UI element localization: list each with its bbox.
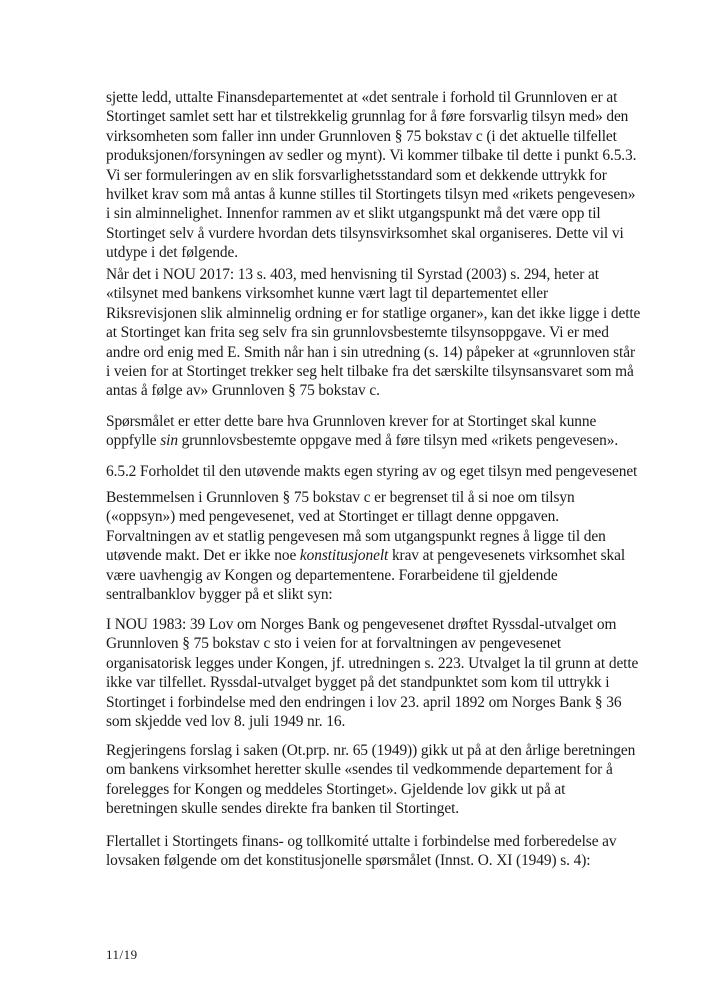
- text-line: være uavhengig av Kongen og departementene. Forarbeidene til gjeldende: [106, 566, 558, 584]
- text-line: Flertallet i Stortingets finans- og tollkomité uttalte i forbindelse med forberedelse av: [106, 833, 617, 850]
- text-run: utøvende makt. Det er ikke noe: [106, 547, 300, 565]
- text-line: sentralbanklov bygger på et slikt syn:: [106, 586, 333, 604]
- text-line: andre ord enig med E. Smith når han i sin utredning (s. 14) påpeker at «grunnloven står: [106, 343, 635, 361]
- text-line: [106, 546, 636, 565]
- paragraph-8: [106, 832, 636, 871]
- text-line: at Stortinget kan frita seg selv fra sin grunnlovsbestemte tilsynsoppgave. Vi er med: [106, 324, 609, 342]
- text-line: organisatorisk legges under Kongen, jf. utredningen s. 223. Utvalget la til grunn at dette: [106, 654, 639, 672]
- emphasized-text: konstitusjonelt: [299, 547, 389, 565]
- page-number: 11/19: [106, 947, 138, 962]
- text-line: om bankens virksomhet heretter skulle «sendes til vedkommende departement for å: [106, 761, 613, 779]
- text-line: virksomheten som faller inn under Grunnloven § 75 bokstav c (i det aktuelle tilfellet: [106, 127, 617, 145]
- text-line: («oppsyn») med pengevesenet, ved at Stortinget er tillagt denne oppgaven.: [106, 508, 560, 526]
- text-line: antas å følge av» Grunnloven § 75 bokstav c.: [106, 382, 380, 400]
- text-run: grunnlovsbestemte oppgave med å føre tilsyn med «rikets pengevesen».: [177, 432, 619, 450]
- paragraph-1: [106, 88, 636, 263]
- text-line: Bestemmelsen i Grunnloven § 75 bokstav c er begrenset til å si noe om tilsyn: [106, 489, 575, 506]
- text-line: Spørsmålet er etter dette bare hva Grunnloven krever for at Stortinget skal kunne: [106, 413, 597, 430]
- text-line: beretningen skulle sendes direkte fra banken til Stortinget.: [106, 800, 460, 818]
- text-line: Riksrevisjonen slik alminnelig ordning er for statlige organer», kan det ikke ligge i dette: [106, 304, 641, 322]
- text-line: Forvaltningen av et statlig pengevesen må som utgangspunkt regnes å ligge til den: [106, 527, 606, 545]
- text-line: Stortinget selv å vurdere hvordan dets tilsynsvirksomhet skal organiseres. Dette vil vi: [106, 224, 624, 242]
- text-line: Regjeringens forslag i saken (Ot.prp. nr. 65 (1949)) gikk ut på at den årlige beretningen: [106, 742, 636, 759]
- paragraph-3: [106, 412, 636, 451]
- text-line: produksjonen/forsyningen av sedler og mynt). Vi kommer tilbake til dette i punkt 6.5.3.: [106, 147, 637, 165]
- paragraph-7: [106, 741, 636, 819]
- text-line: som skjedde ved lov 8. juli 1949 nr. 16.: [106, 713, 346, 731]
- paragraph-6: [106, 615, 639, 731]
- paragraph-2: [106, 265, 641, 401]
- text-line: ikke var tilfellet. Ryssdal-utvalget bygget på det standpunktet som kom til uttrykk i: [106, 674, 610, 692]
- section-heading-6-5-2: [106, 462, 636, 481]
- text-line: i veien for at Stortinget trekker seg helt tilbake fra det særskilte tilsynsansvaret som må: [106, 363, 634, 381]
- text-line: Stortinget i forbindelse med den endringen i lov 23. april 1892 om Norges Bank § 36: [106, 693, 622, 711]
- text-line: hvilket krav som må antas å kunne stilles til Stortingets tilsyn med «rikets pengevesen»: [106, 186, 636, 204]
- text-line: [106, 431, 636, 450]
- section-heading-text: 6.5.2 Forholdet til den utøvende makts egen styring av og eget tilsyn med pengevesenet: [106, 463, 638, 480]
- text-line: Når det i NOU 2017: 13 s. 403, med henvisning til Syrstad (2003) s. 294, heter at: [106, 266, 599, 283]
- text-line: sjette ledd, uttalte Finansdepartementet at «det sentrale i forhold til Grunnloven er at: [106, 89, 618, 106]
- text-line: Stortinget samlet sett har et tilstrekkelig grunnlag for å føre forsvarlig tilsyn med» den: [106, 108, 629, 126]
- paragraph-5: [106, 488, 636, 604]
- text-run: krav at pengevesenets virksomhet skal: [388, 547, 626, 565]
- text-line: utdype i det følgende.: [106, 244, 239, 262]
- text-line: forelegges for Kongen og meddeles Stortinget». Gjeldende lov gikk ut på at: [106, 780, 566, 798]
- text-line: Grunnloven § 75 bokstav c sto i veien for at forvaltningen av pengevesenet: [106, 635, 562, 653]
- text-line: i sin alminnelighet. Innenfor rammen av et slikt utgangspunkt må det være opp til: [106, 205, 601, 223]
- text-run: oppfylle: [106, 432, 161, 450]
- text-line: lovsaken følgende om det konstitusjonelle spørsmålet (Innst. O. XI (1949) s. 4):: [106, 852, 591, 870]
- emphasized-text: sin: [160, 432, 178, 450]
- text-line: «tilsynet med bankens virksomhet kunne vært lagt til departementet eller: [106, 285, 549, 303]
- text-line: I NOU 1983: 39 Lov om Norges Bank og pengevesenet drøftet Ryssdal-utvalget om: [106, 616, 617, 633]
- text-line: Vi ser formuleringen av en slik forsvarlighetsstandard som et dekkende uttrykk for: [106, 166, 607, 184]
